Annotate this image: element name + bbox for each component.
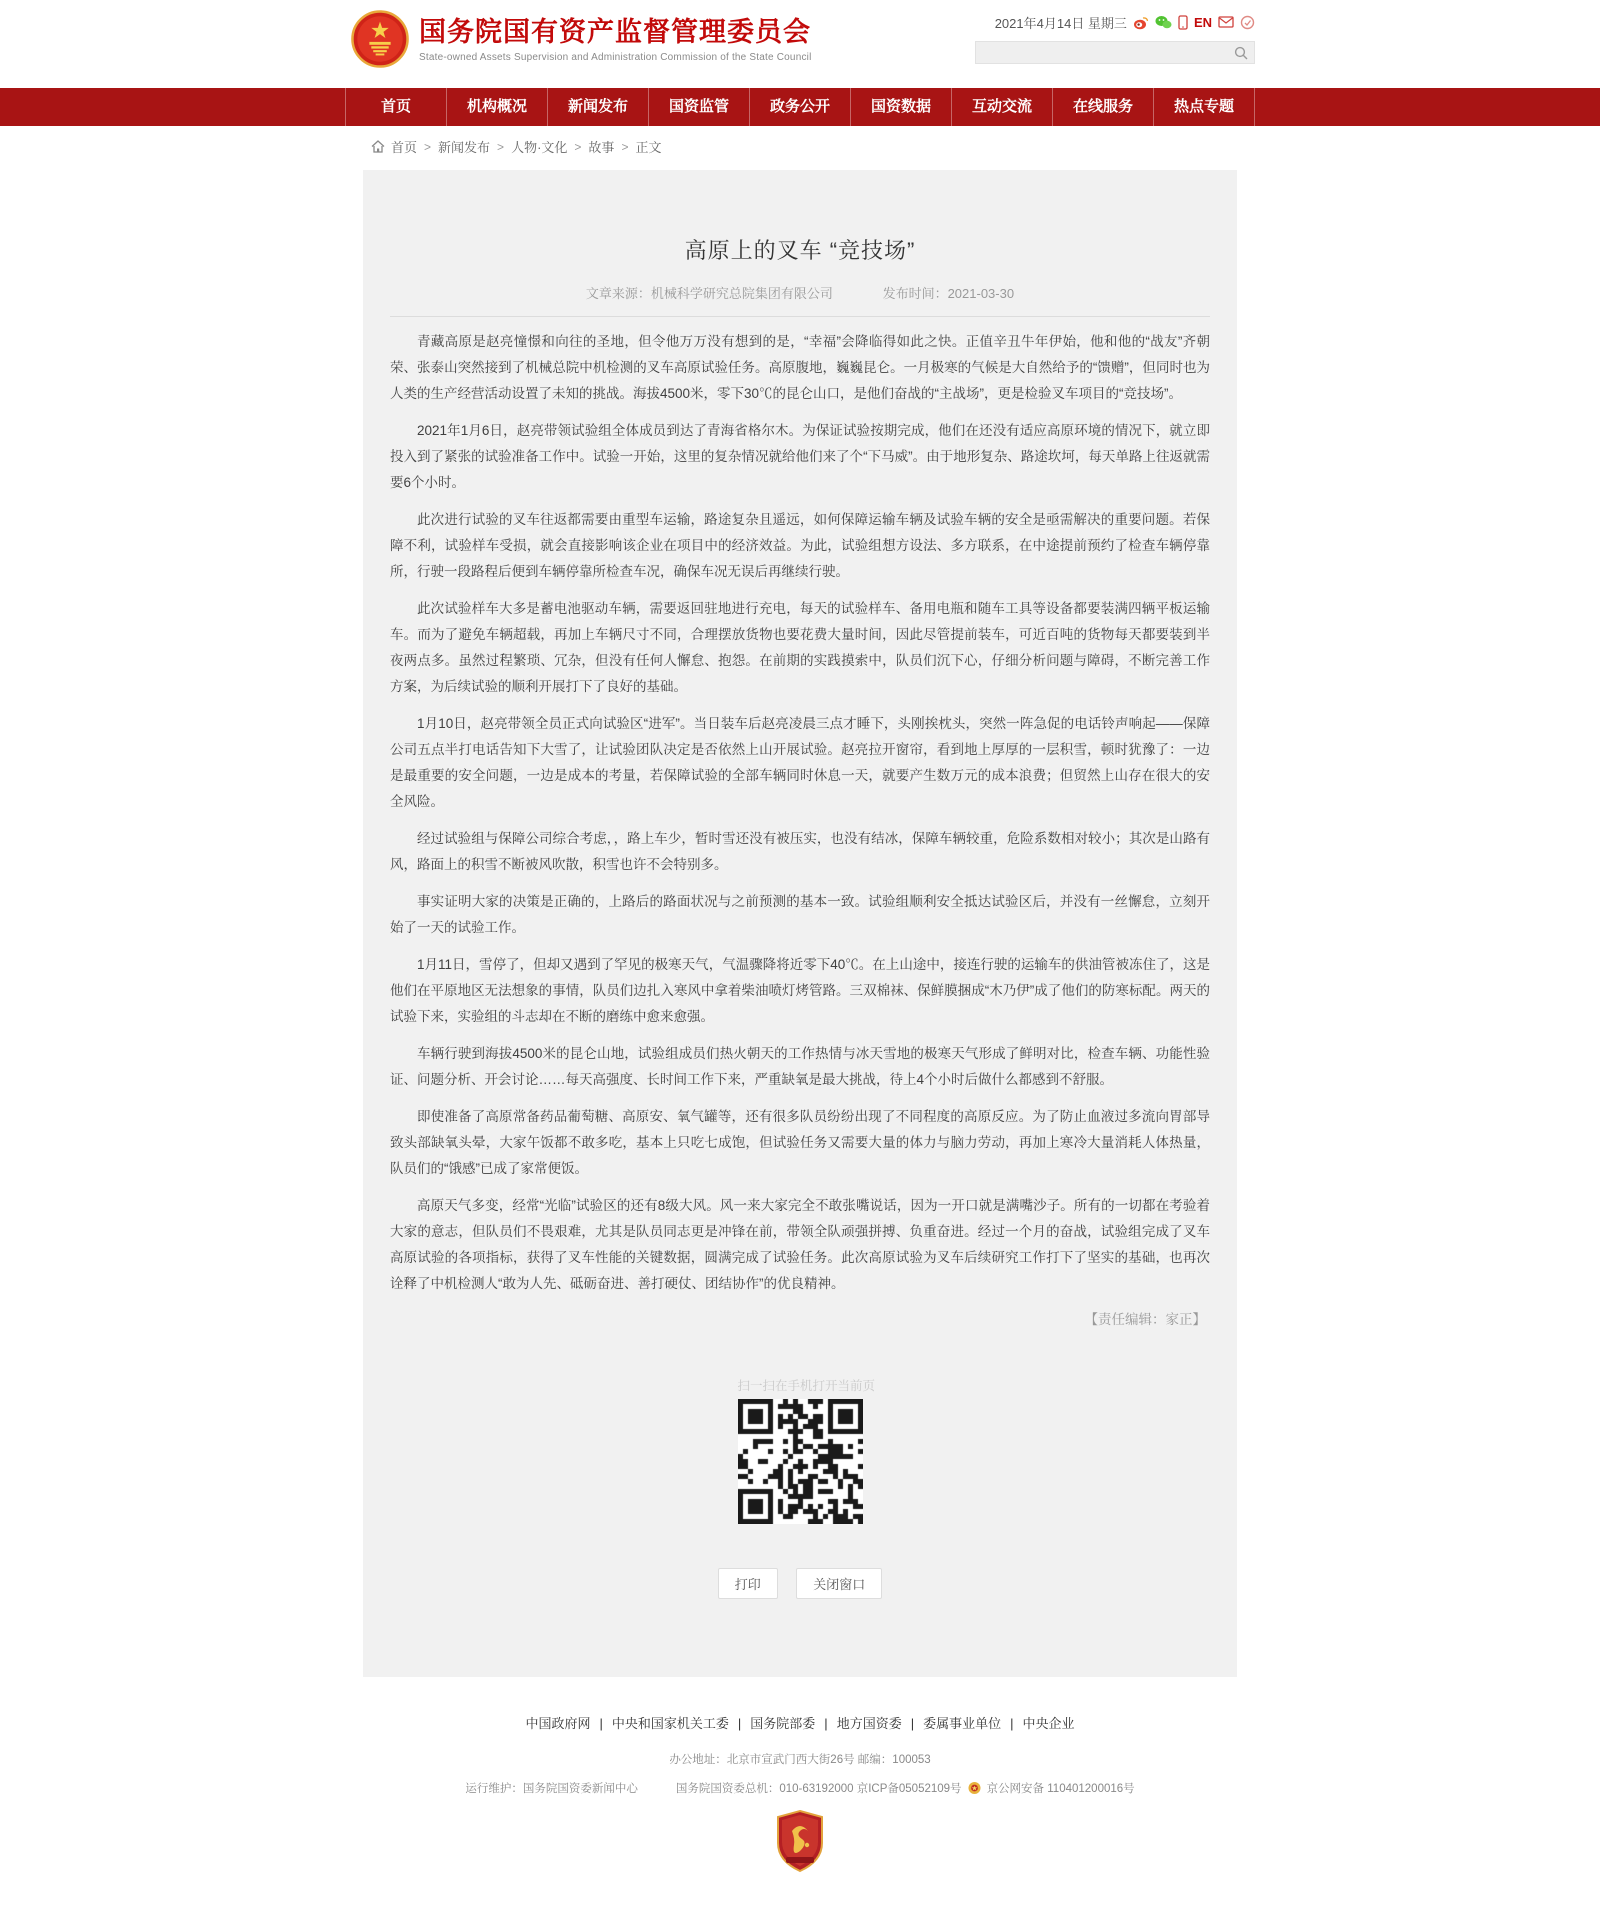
article-paragraph: 即使准备了高原常备药品葡萄糖、高原安、氧气罐等，还有很多队员纷纷出现了不同程度的高原反应。为了防止血液过多流向胃部导致头部缺氧头晕，大家午饭都不敢多吃，基本上只吃七成饱，但试验任务又需要大量的体力与脑力劳动，再加上寒冷大量消耗人体热量，队员们的“饿感”已成了家常便饭。 bbox=[390, 1109, 1210, 1176]
site-title: 国务院国有资产监督管理委员会 bbox=[419, 17, 811, 47]
footer-link-separator: | bbox=[737, 1716, 742, 1731]
footer-link-central-enterprises[interactable]: 中央企业 bbox=[1022, 1716, 1075, 1731]
qr-code bbox=[738, 1399, 863, 1524]
article-source: 机械科学研究总院集团有限公司 bbox=[650, 286, 833, 301]
footer-link-central-commission[interactable]: 中央和国家机关工委 bbox=[611, 1716, 729, 1731]
mobile-icon[interactable] bbox=[1178, 15, 1188, 30]
weibo-icon[interactable] bbox=[1133, 15, 1149, 30]
main-nav bbox=[0, 88, 1600, 126]
footer-emblem-row bbox=[0, 1809, 1600, 1873]
footer-link-separator: | bbox=[910, 1716, 915, 1731]
article-paragraph: 经过试验组与保障公司综合考虑，，路上车少，暂时雪还没有被压实，也没有结冰，保障车辆较重，危险系数相对较小；其次是山路有风，路面上的积雪不断被风吹散，积雪也许不会特别多。 bbox=[390, 831, 1210, 872]
article-meta bbox=[390, 283, 1210, 302]
print-button[interactable]: 打印 bbox=[718, 1568, 778, 1599]
footer-link-ministries[interactable]: 国务院部委 bbox=[750, 1716, 816, 1731]
article-title: 高原上的叉车 “竞技场” bbox=[684, 238, 916, 263]
footer-link-institutions[interactable]: 委属事业单位 bbox=[923, 1716, 1002, 1731]
english-version-link[interactable]: EN bbox=[1193, 14, 1212, 30]
nav-item-news[interactable]: 新闻发布 bbox=[547, 88, 648, 126]
article-body bbox=[390, 329, 1210, 1297]
nav-item-topics[interactable]: 热点专题 bbox=[1153, 88, 1255, 126]
national-emblem-icon bbox=[351, 10, 409, 68]
qr-section bbox=[737, 1376, 876, 1524]
breadcrumb-bar bbox=[0, 126, 1600, 166]
crumb-separator: > bbox=[621, 139, 629, 154]
close-window-button[interactable]: 关闭窗口 bbox=[796, 1568, 882, 1599]
footer-link-separator: | bbox=[824, 1716, 828, 1731]
police-badge-icon bbox=[968, 1781, 981, 1795]
nav-item-interaction[interactable]: 互动交流 bbox=[951, 88, 1052, 126]
article-paragraph: 此次试验样车大多是蓄电池驱动车辆，需要返回驻地进行充电，每天的试验样车、备用电瓶和随车工具等设备都要装满四辆平板运输车。而为了避免车辆超载，再加上车辆尺寸不同，合理摆放货物也要花费大量时间，因此尽管提前装车，可近百吨的货物每天都要装到半夜两点多。虽然过程繁琐、冗杂，但没有任何人懈怠、抱怨。在前期的实践摸索中，队员们沉下心，仔细分析问题与障碍，不断完善工作方案，为后续试验的顺利开展打下了良好的基础。 bbox=[390, 601, 1210, 694]
article-paragraph: 车辆行驶到海拔4500米的昆仑山地，试验组成员们热火朝天的工作热情与冰天雪地的极寒天气形成了鲜明对比，检查车辆、功能性验证、问题分析、开会讨论……每天高强度、长时间工作下来，严重缺氧是最大挑战，待上4个小时后做什么都感到不舒服。 bbox=[390, 1046, 1210, 1087]
crumb-news[interactable]: 新闻发布 bbox=[438, 140, 491, 155]
article-actions bbox=[390, 1568, 1210, 1599]
article-panel bbox=[363, 170, 1237, 1677]
search-button[interactable] bbox=[1228, 42, 1254, 63]
article-paragraph: 1月11日，雪停了，但却又遇到了罕见的极寒天气，气温骤降将近零下40℃。在上山途中，接连行驶的运输车的供油管被冻住了，这是他们在平原地区无法想象的事情，队员们边扎入寒风中拿着柴油喷灯烤管路。三双棉袜、保鲜膜捆成“木乃伊”成了他们的防寒标配。两天的试验下来，实验组的斗志却在不断的磨练中愈来愈强。 bbox=[390, 957, 1210, 1024]
search-icon bbox=[1234, 46, 1248, 60]
editor-credit: 【责任编辑：家正】 bbox=[1084, 1312, 1206, 1327]
footer-link-local-sasac[interactable]: 地方国资委 bbox=[836, 1716, 902, 1731]
crumb-home[interactable]: 首页 bbox=[391, 140, 418, 155]
footer-links bbox=[0, 1713, 1600, 1732]
current-date: 2021年4月14日 星期三 bbox=[994, 15, 1127, 31]
subscribe-icon[interactable] bbox=[1240, 15, 1255, 30]
article-paragraph: 1月10日，赵亮带领全员正式向试验区“进军”。当日装车后赵亮凌晨三点才睡下，头刚挨枕头，突然一阵急促的电话铃声响起——保障公司五点半打电话告知下大雪了，让试验团队决定是否依然上山开展试验。赵亮拉开窗帘，看到地上厚厚的一层积雪，顿时犹豫了：一边是最重要的安全问题，一边是成本的考量，若保障试验的全部车辆同时休息一天，就要产生数万元的成本浪费；但贸然上山存在很大的安全风险。 bbox=[390, 716, 1210, 809]
article-paragraph: 此次进行试验的叉车往返都需要由重型车运输，路途复杂且遥远，如何保障运输车辆及试验车辆的安全是亟需解决的重要问题。若保障不利，试验样车受损，就会直接影响该企业在项目中的经济效益。为此，试验组想方设法、多方联系，在中途提前预约了检查车辆停靠所，行驶一段路程后便到车辆停靠所检查车况，确保车况无误后再继续行驶。 bbox=[390, 512, 1210, 579]
search-input[interactable] bbox=[976, 42, 1228, 63]
security-shield-icon[interactable] bbox=[774, 1809, 826, 1873]
article-source-label: 文章来源： bbox=[585, 286, 651, 301]
footer-link-separator: | bbox=[1010, 1716, 1014, 1731]
crumb-story[interactable]: 故事 bbox=[588, 140, 615, 155]
breadcrumb bbox=[345, 126, 1255, 166]
site-header bbox=[0, 0, 1600, 88]
site-search bbox=[975, 41, 1255, 64]
footer-maintenance: 运行维护：国务院国资委新闻中心 bbox=[465, 1783, 638, 1795]
article-paragraph: 青藏高原是赵亮憧憬和向往的圣地，但令他万万没有想到的是，“幸福”会降临得如此之快。正值辛丑牛年伊始，他和他的“战友”齐朝荣、张泰山突然接到了机械总院中机检测的叉车高原试验任务。高原腹地，巍巍昆仑。一月极寒的气候是大自然给予的“馈赠”，但同时也为人类的生产经营活动设置了未知的挑战。海拔4500米，零下30℃的昆仑山口，是他们奋战的“主战场”，更是检验叉车项目的“竞技场”。 bbox=[390, 334, 1210, 401]
nav-item-services[interactable]: 在线服务 bbox=[1052, 88, 1153, 126]
nav-item-supervision[interactable]: 国资监管 bbox=[648, 88, 749, 126]
article-time-label: 发布时间： bbox=[882, 286, 948, 301]
qr-caption: 扫一扫在手机打开当前页 bbox=[737, 1379, 876, 1393]
nav-item-about[interactable]: 机构概况 bbox=[446, 88, 547, 126]
article-publish-date: 2021-03-30 bbox=[947, 286, 1015, 301]
nav-item-gov-affairs[interactable]: 政务公开 bbox=[749, 88, 850, 126]
home-icon bbox=[371, 140, 385, 153]
wechat-icon[interactable] bbox=[1155, 15, 1172, 30]
article-paragraph: 高原天气多变，经常“光临”试验区的还有8级大风。风一来大家完全不敢张嘴说话，因为一开口就是满嘴沙子。所有的一切都在考验着大家的意志，但队员们不畏艰难，尤其是队员同志更是冲锋在前，带领全队顽强拼搏、负重奋进。经过一个月的奋战，试验组完成了叉车高原试验的各项指标，获得了叉车性能的关键数据，圆满完成了试验任务。此次高原试验为叉车后续研究工作打下了坚实的基础，也再次诠释了中机检测人“敢为人先、砥砺奋进、善打硬仗、团结协作”的优良精神。 bbox=[390, 1198, 1210, 1291]
site-title-en: State-owned Assets Supervision and Administration Commission of the State Council bbox=[419, 52, 812, 63]
footer-link-govcn[interactable]: 中国政府网 bbox=[525, 1716, 591, 1731]
meta-divider bbox=[390, 316, 1210, 317]
site-logo[interactable] bbox=[345, 10, 812, 68]
nav-item-data[interactable]: 国资数据 bbox=[850, 88, 951, 126]
crumb-current: 正文 bbox=[635, 140, 662, 155]
footer-beian[interactable]: 京公网安备 110401200016号 bbox=[986, 1783, 1135, 1795]
crumb-separator: > bbox=[574, 139, 582, 154]
mail-icon[interactable] bbox=[1218, 16, 1234, 28]
article-paragraph: 事实证明大家的决策是正确的，上路后的路面状况与之前预测的基本一致。试验组顺利安全抵达试验区后，并没有一丝懈怠，立刻开始了一天的试验工作。 bbox=[390, 894, 1210, 935]
site-footer bbox=[0, 1677, 1600, 1873]
footer-link-separator: | bbox=[599, 1716, 603, 1731]
nav-item-home[interactable]: 首页 bbox=[345, 88, 446, 126]
article-paragraph: 2021年1月6日，赵亮带领试验组全体成员到达了青海省格尔木。为保证试验按期完成，他们在还没有适应高原环境的情况下，就立即投入到了紧张的试验准备工作中。试验一开始，这里的复杂情况就给他们来了个“下马威”。由于地形复杂、路途坎坷，每天单路上往返就需要6个小时。 bbox=[390, 423, 1210, 490]
crumb-people-culture[interactable]: 人物·文化 bbox=[511, 140, 568, 155]
footer-address: 办公地址：北京市宣武门西大街26号 邮编：100053 bbox=[669, 1754, 931, 1766]
crumb-separator: > bbox=[424, 139, 432, 154]
crumb-separator: > bbox=[497, 139, 505, 154]
footer-phone-icp: 国务院国资委总机：010-63192000 京ICP备05052109号 bbox=[675, 1783, 962, 1795]
footer-maintenance-row bbox=[0, 1780, 1600, 1796]
